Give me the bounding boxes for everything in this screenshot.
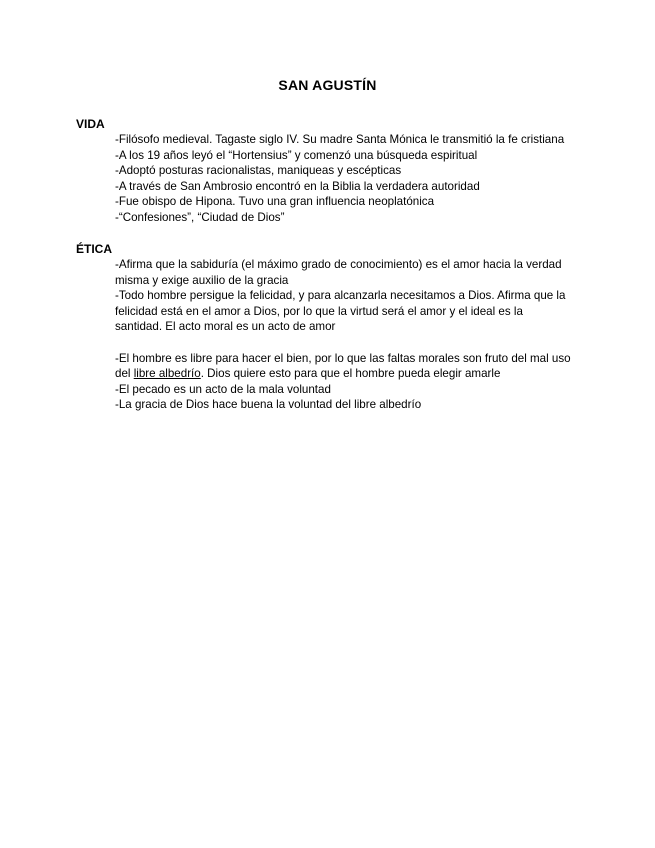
section-vida <box>76 116 596 226</box>
text-line: santidad. El acto moral es un acto de amor <box>115 320 336 334</box>
text-fragment: del <box>115 367 134 381</box>
section-heading-vida: VIDA <box>76 117 105 131</box>
text-line <box>115 366 596 382</box>
list-item: -A los 19 años leyó el “Hortensius” y comenzó una búsqueda espiritual <box>115 148 478 162</box>
etica-list <box>76 257 596 413</box>
paragraph-gap <box>115 335 596 351</box>
section-heading-etica: ÉTICA <box>76 242 112 256</box>
text-line: -Todo hombre persigue la felicidad, y para alcanzarla necesitamos a Dios. Afirma que la <box>115 289 566 303</box>
text-line: felicidad está en el amor a Dios, por lo que la virtud será el amor y el ideal es la <box>115 304 523 318</box>
vida-list <box>76 132 596 226</box>
list-item: -Adoptó posturas racionalistas, maniqueas y escépticas <box>115 164 402 178</box>
list-item: -A través de San Ambrosio encontró en la Biblia la verdadera autoridad <box>115 179 480 193</box>
section-etica <box>76 241 596 413</box>
list-item: -Fue obispo de Hipona. Tuvo una gran influencia neoplatónica <box>115 195 435 209</box>
underlined-term: libre albedrío <box>133 367 201 381</box>
text-fragment: . Dios quiere esto para que el hombre pueda elegir amarle <box>200 367 501 381</box>
text-line: misma y exige auxilio de la gracia <box>115 273 289 287</box>
list-item: -Filósofo medieval. Tagaste siglo IV. Su madre Santa Mónica le transmitió la fe cristiana <box>115 133 565 146</box>
text-line: -El pecado es un acto de la mala voluntad <box>115 382 331 396</box>
list-item: -“Confesiones”, “Ciudad de Dios” <box>115 210 285 224</box>
document-title: SAN AGUSTÍN <box>278 77 377 93</box>
text-line: -Afirma que la sabiduría (el máximo grado de conocimiento) es el amor hacia la verdad <box>115 258 562 271</box>
text-line: -El hombre es libre para hacer el bien, por lo que las faltas morales son fruto del mal uso <box>115 351 571 365</box>
text-line: -La gracia de Dios hace buena la voluntad del libre albedrío <box>115 398 422 412</box>
